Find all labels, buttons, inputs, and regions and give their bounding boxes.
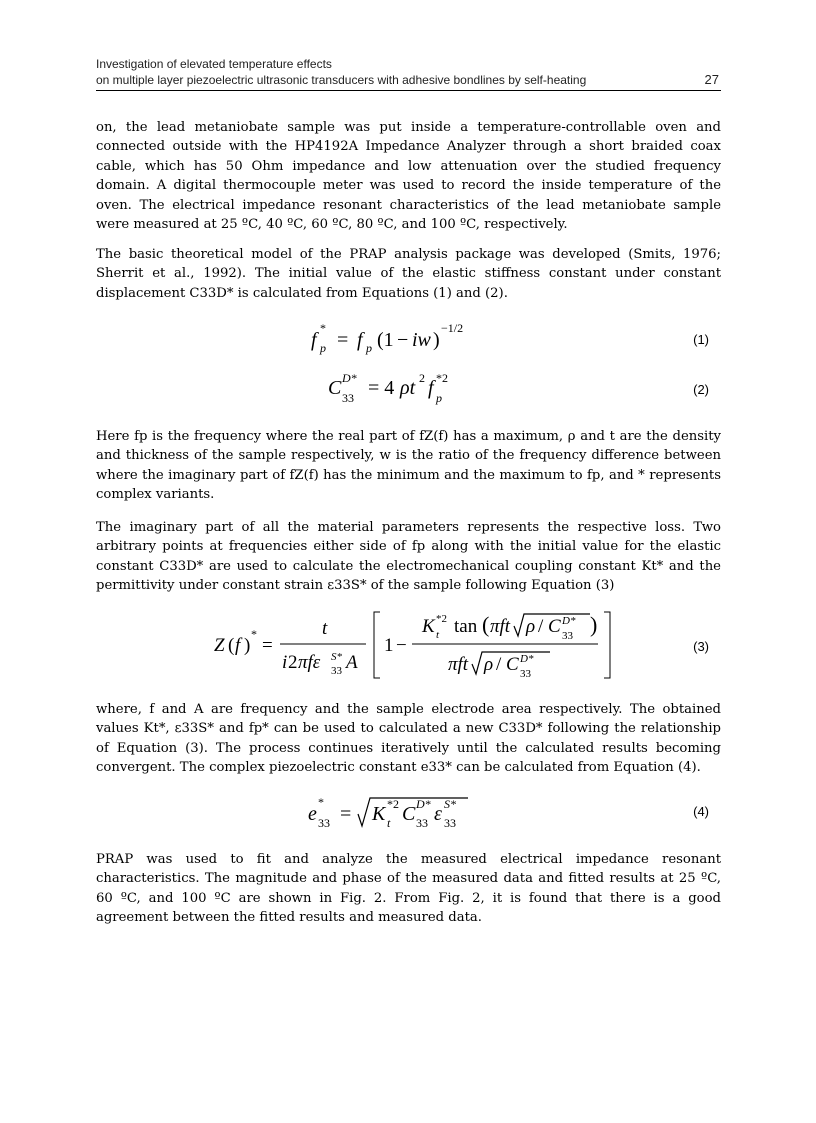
svg-text:ε: ε	[434, 803, 442, 825]
equation-1	[96, 320, 721, 370]
svg-text:e: e	[308, 803, 317, 825]
svg-text:=: =	[340, 803, 352, 825]
equation-3-formula	[214, 606, 634, 686]
svg-text:K: K	[422, 616, 435, 637]
equation-4-formula	[308, 794, 528, 834]
svg-text:C: C	[402, 803, 416, 825]
svg-text:ρ: ρ	[526, 616, 536, 637]
svg-text:): )	[590, 612, 598, 637]
paragraph-loss-parameters-text: The imaginary part of all the material parameters represents the respective loss. Two arbitrary points at frequencies either side of fp along with the initial value for the elastic constant C33D* are used to calculate the electromechanical coupling constant Kt* and the permittivity under constant strain ε33S* of the sample following Equation (3)	[96, 520, 721, 594]
svg-text:t: t	[436, 629, 440, 641]
svg-text:t: t	[387, 816, 391, 830]
paragraph-prap-model-text: The basic theoretical model of the PRAP analysis package was developed (Smits, 1976; Sherrit et al., 1992). The initial value of the elastic stiffness constant under constant displacement C33D* is calculated from Equations (1) and (2).	[96, 247, 721, 301]
svg-text:33: 33	[444, 816, 456, 830]
svg-text:f: f	[357, 329, 363, 351]
svg-text:tan: tan	[454, 616, 478, 637]
svg-text:i: i	[282, 652, 288, 673]
svg-text:33: 33	[318, 816, 330, 830]
svg-text:*2: *2	[387, 797, 399, 811]
svg-text:t: t	[322, 618, 328, 639]
svg-text:/: /	[538, 616, 544, 637]
svg-text:πft: πft	[490, 616, 511, 637]
svg-text:*2: *2	[436, 371, 448, 385]
equation-2	[96, 368, 721, 418]
header-title-line1: Investigation of elevated temperature effects	[96, 57, 332, 71]
svg-text:K: K	[372, 803, 386, 825]
paragraph-prap-model	[96, 245, 721, 303]
svg-text:iw: iw	[412, 329, 431, 351]
svg-text:33: 33	[520, 668, 531, 680]
svg-text:C: C	[548, 616, 561, 637]
equation-4	[96, 794, 721, 844]
svg-text:2: 2	[288, 652, 298, 673]
svg-text:): )	[244, 635, 251, 656]
svg-text:C: C	[328, 377, 342, 399]
svg-text:p: p	[436, 391, 442, 405]
svg-text:*: *	[251, 627, 257, 641]
svg-text:ρ: ρ	[484, 654, 494, 675]
svg-text:D*: D*	[520, 653, 534, 665]
equation-1-formula	[311, 320, 511, 360]
svg-text:(: (	[228, 635, 235, 656]
svg-text:πfε: πfε	[298, 652, 321, 673]
paragraph-oven-setup-text: on, the lead metaniobate sample was put inside a temperature-controllable oven and connected outside with the HP4192A Impedance Analyzer through a short braided coax cable, which has 50 Ohm impedance and low attenuation over the studied frequency domain. A digital thermocouple meter was used to record the inside temperature of the oven. The electrical impedance resonant characteristics of the lead metaniobate sample were measured at 25 ºC, 40 ºC, 60 ºC, 80 ºC, and 100 ºC, respectively.	[96, 120, 721, 233]
paragraph-fit-results	[96, 850, 721, 928]
equation-1-number: (1)	[693, 332, 709, 347]
svg-text:33: 33	[562, 630, 573, 642]
svg-text:f: f	[235, 635, 241, 656]
paragraph-loss-parameters	[96, 518, 721, 596]
svg-text:ρt: ρt	[400, 377, 416, 399]
svg-text:33: 33	[331, 665, 342, 677]
equation-4-number: (4)	[693, 804, 709, 819]
svg-text:*: *	[318, 795, 324, 809]
svg-text:Z: Z	[214, 635, 225, 656]
svg-text:(: (	[482, 612, 490, 637]
paragraph-oven-setup	[96, 118, 721, 234]
header-title-line2: on multiple layer piezoelectric ultrasonic transducers with adhesive bondlines by self-heating	[96, 73, 587, 87]
svg-text:2: 2	[419, 371, 425, 385]
page-number: 27	[704, 72, 719, 87]
svg-text:=: =	[262, 635, 273, 656]
svg-text:(1: (1	[377, 329, 394, 351]
svg-text:f: f	[311, 329, 317, 351]
svg-text:p: p	[320, 341, 326, 355]
paragraph-fit-results-text: PRAP was used to fit and analyze the measured electrical impedance resonant characteristics. The magnitude and phase of the measured data and fitted results at 25 ºC, 60 ºC, and 100 ºC are shown in Fig. 2. From Fig. 2, it is found that there is a good agreement between the fitted results and measured data.	[96, 852, 721, 926]
svg-text:D*: D*	[562, 615, 576, 627]
svg-text:*2: *2	[436, 613, 447, 625]
svg-text:−: −	[397, 329, 409, 351]
svg-text:f: f	[428, 377, 434, 399]
running-header	[96, 56, 721, 91]
equation-2-number: (2)	[693, 382, 709, 397]
svg-text:D*: D*	[416, 797, 431, 811]
svg-text:= 4: = 4	[368, 377, 395, 399]
equation-2-formula	[328, 368, 528, 408]
svg-text:−: −	[396, 635, 407, 656]
svg-text:1: 1	[384, 635, 394, 656]
svg-text:C: C	[506, 654, 519, 675]
equation-3-number: (3)	[693, 639, 709, 654]
equation-3	[96, 606, 721, 686]
svg-text:33: 33	[416, 816, 428, 830]
svg-text:/: /	[496, 654, 502, 675]
svg-text:*: *	[320, 321, 326, 335]
svg-text:S*: S*	[331, 651, 342, 663]
svg-text:33: 33	[342, 391, 354, 405]
paragraph-variable-definitions-text: Here fp is the frequency where the real part of fZ(f) has a maximum, ρ and t are the density and thickness of the sample respectively, w is the ratio of the frequency difference between where the imaginary part of fZ(f) has the minimum and the maximum to fp, and * represents complex variants.	[96, 429, 721, 503]
svg-text:−1/2: −1/2	[441, 321, 464, 335]
svg-text:p: p	[366, 341, 372, 355]
svg-text:πft: πft	[448, 654, 469, 675]
paragraph-variable-definitions	[96, 427, 721, 505]
svg-text:=: =	[337, 329, 349, 351]
svg-text:S*: S*	[444, 797, 456, 811]
paragraph-iteration	[96, 700, 721, 778]
svg-text:A: A	[346, 652, 358, 673]
svg-text:D*: D*	[342, 371, 357, 385]
paragraph-iteration-text: where, f and A are frequency and the sample electrode area respectively. The obtained values Kt*, ε33S* and fp* can be used to calculated a new C33D* following the relationship of Equation (3). The process continues iteratively until the calculated results becoming convergent. The complex piezoelectric constant e33* can be calculated from Equation (4).	[96, 702, 721, 776]
svg-text:): )	[433, 329, 440, 351]
